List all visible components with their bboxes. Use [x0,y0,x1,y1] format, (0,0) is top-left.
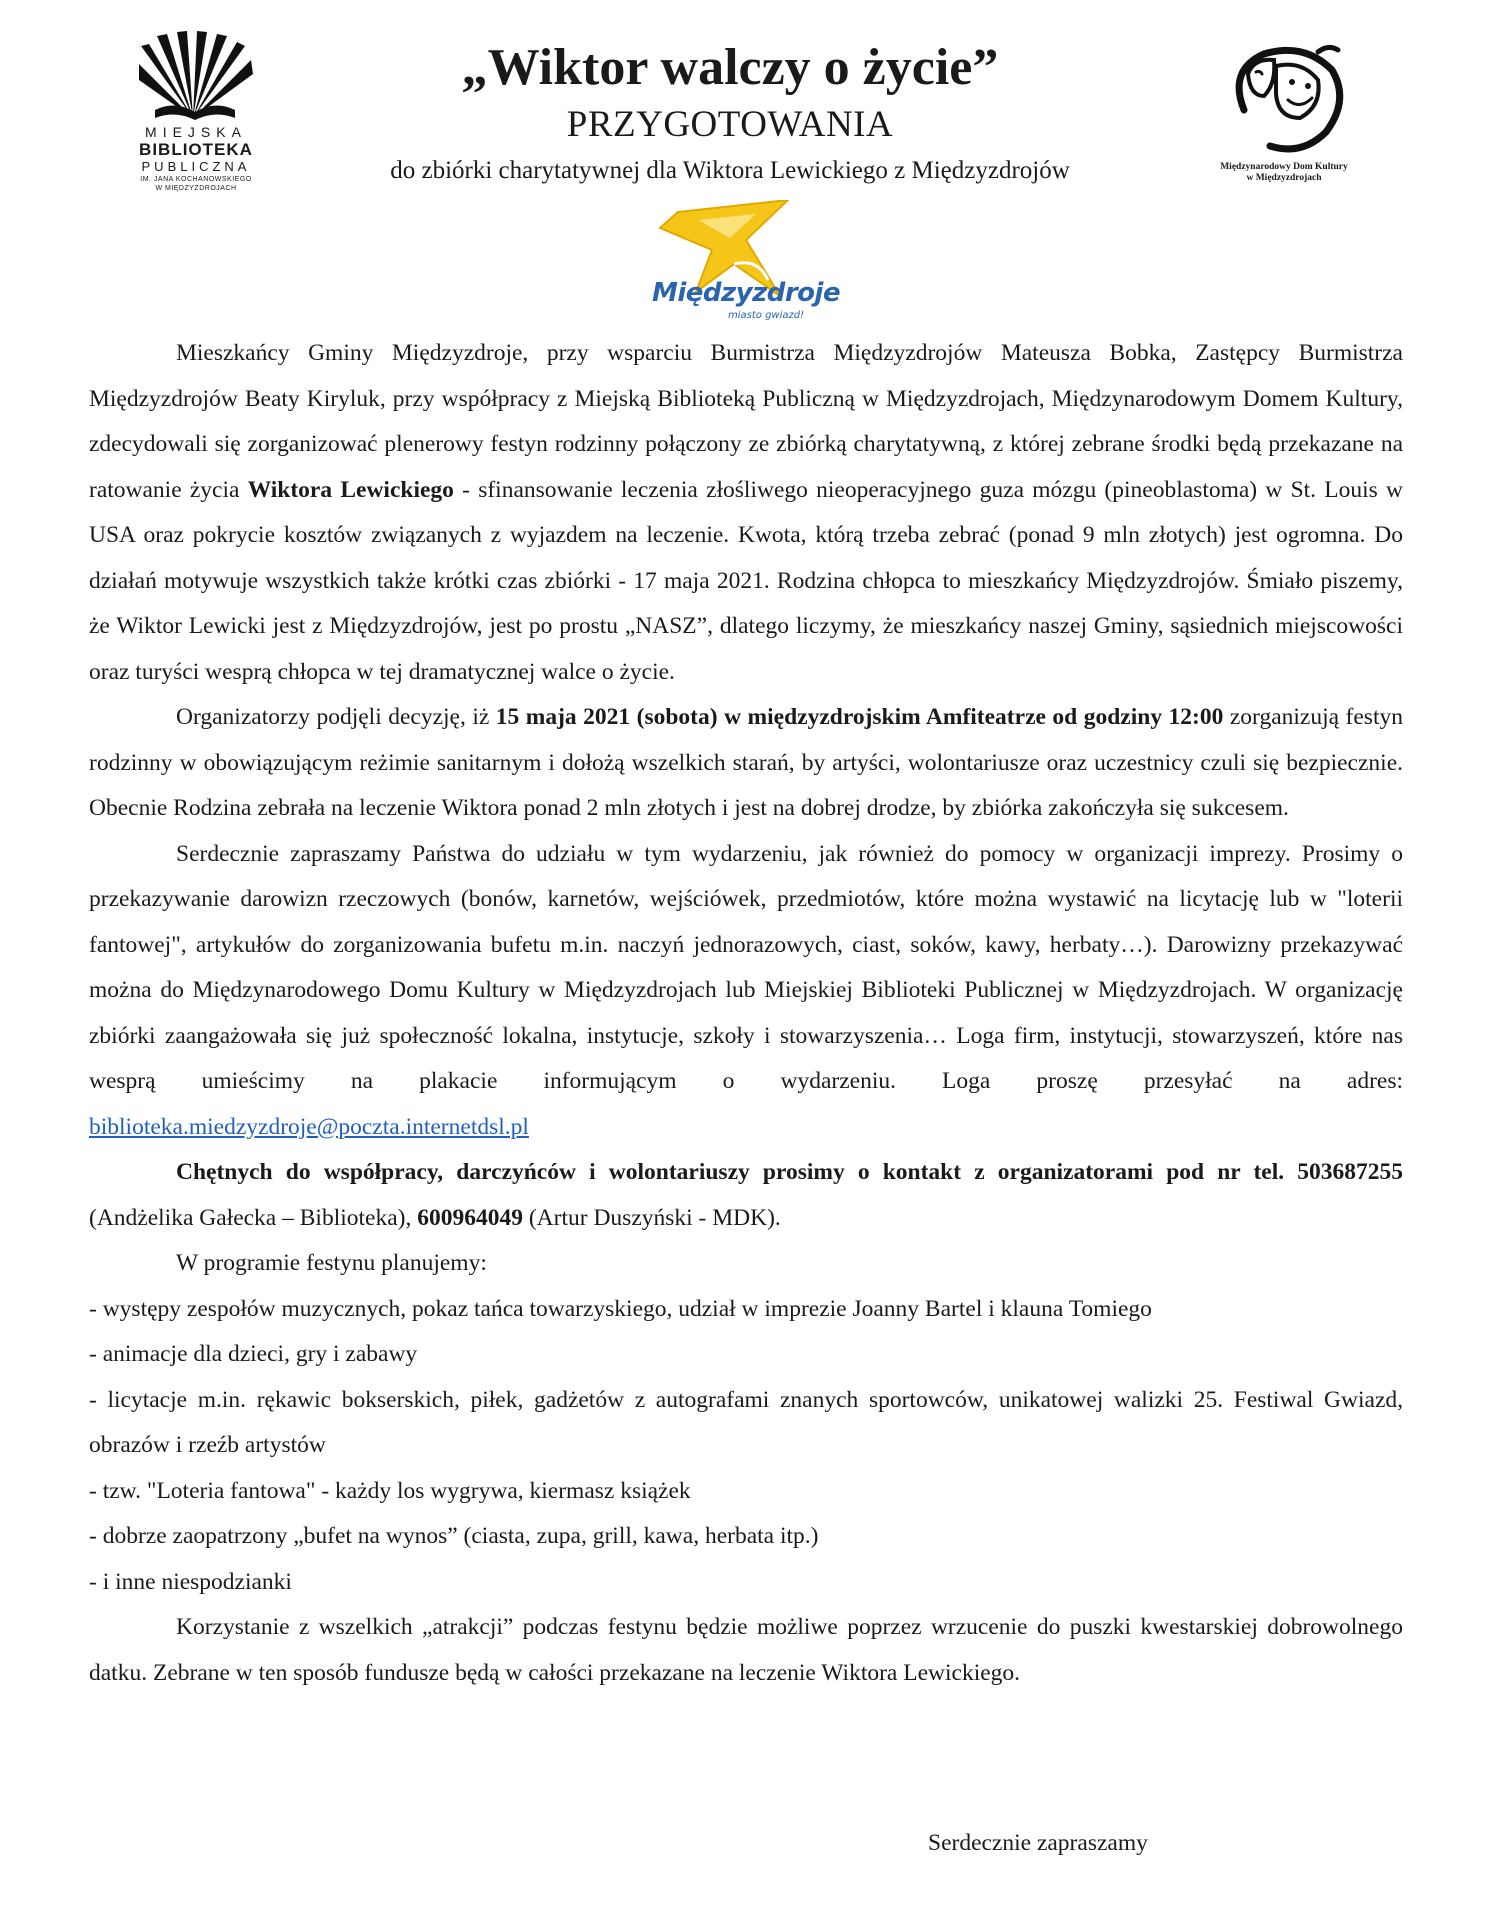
library-name-line5: W MIĘDZYZDROJACH [155,185,237,192]
email-link[interactable]: biblioteka.miedzyzdroje@poczta.internetdsl.pl [89,1113,529,1140]
program-item: - animacje dla dzieci, gry i zabawy [89,1341,418,1367]
program-item: - i inne niespodzianki [89,1568,292,1595]
program-item: - występy zespołów muzycznych, pokaz tańca towarzyskiego, udział w imprezie Joanny Bartel i klauna Tomiego [89,1295,1152,1322]
contact-person-library: (Andżelika Gałecka – Biblioteka), [89,1204,418,1231]
paragraph-invitation-text: Serdecznie zapraszamy Państwa do udziału w tym wydarzeniu, jak również do pomocy w organizacji imprezy. Prosimy o przekazywanie darowizn rzeczowych (bonów, karnetów, wejściówek, przedmiotów, które można wystawić na licytację lub w "loterii fantowej", artykułów do zorganizowania bufetu m.in. naczyń jednorazowych, ciast, soków, kawy, herbaty…). Darowizny przekazywać można do Międzynarodowego Domu Kultury w Międzyzdrojach lub Miejskiej Biblioteki Publicznej w Międzyzdrojach. W organizację zbiórki zaangażowała się już społeczność lokalna, instytucje, szkoły i stowarzyszenia… Loga firm, instytucji, stowarzyszeń, które nas wesprą umieścimy na plakacie informującym o wydarzeniu. Loga proszę przesyłać na adres: [89,840,1403,1094]
program-item: - dobrze zaopatrzony „bufet na wynos” (ciasta, zupa, grill, kawa, herbata itp.) [89,1523,819,1549]
library-name-line2: BIBLIOTEKA [139,140,253,159]
page-title: „Wiktor walczy o życie” [461,39,999,96]
paragraph-intro [89,331,1403,695]
town-logo [638,200,841,330]
paragraph-event-text: Organizatorzy podjęli decyzję, iż [176,704,496,730]
library-name-line3: PUBLICZNA [141,159,251,174]
library-logo [126,30,266,210]
mdk-name-line1: Międzynarodowy Dom Kultury [1220,162,1348,172]
paragraph-intro-text-cont: - sfinansowanie leczenia złośliwego nieoperacyjnego guza mózgu (pineoblastoma) w St. Louis w USA oraz pokrycie kosztów związanych z wyjazdem na leczenie. Kwota, którą trzeba zebrać (ponad 9 mln złotych) jest ogromna. Do działań motywuje wszystkich także krótki czas zbiórki - 17 maja 2021. Rodzina chłopca to mieszkańcy Międzyzdrojów. Śmiało piszemy, że Wiktor Lewicki jest z Międzyzdrojów, jest po prostu „NASZ”, dlatego liczymy, że mieszkańcy naszej Gminy, sąsiednich miejscowości oraz turyści wesprą chłopca w tej dramatycznej walce o życie. [89,476,1404,685]
paragraph-donation: Korzystanie z wszelkich „atrakcji” podczas festynu będzie możliwe poprzez wrzucenie do puszki kwestarskiej dobrowolnego datku. Zebrane w ten sposób fundusze będą w całości przekazane na leczenie Wiktora Lewickiego. [89,1614,1403,1686]
mdk-name-line2: w Międzyzdrojach [1246,173,1322,183]
letter-body [89,331,1403,1696]
program-intro: W programie festynu planujemy: [176,1250,487,1276]
event-date-location: 15 maja 2021 (sobota) w międzyzdrojskim Amfiteatrze od godziny 12:00 [495,704,1224,730]
town-logo-tagline: miasto gwiazd! [728,310,805,321]
page-subtitle: PRZYGOTOWANIA [566,104,894,145]
theatre-masks-icon [1214,40,1354,158]
patient-name: Wiktora Lewickiego [247,476,454,503]
paragraph-event [89,695,1403,832]
paragraph-intro-text: Mieszkańcy Gminy Międzyzdroje, przy wsparciu Burmistrza Międzyzdrojów Mateusza Bobka, Zastępcy Burmistrza Międzyzdrojów Beaty Kiryluk, przy współpracy z Miejską Biblioteką Publiczną w Międzyzdrojach, Międzynarodowym Domem Kultury, zdecydowali się zorganizować plenerowy festyn rodzinny połączony ze zbiórką charytatywną, z której zebrane środki będą przekazane na ratowanie życia [89,340,1403,503]
town-logo-name: Międzyzdroje [652,278,841,308]
paragraph-event-text-cont: zorganizują festyn rodzinny w obowiązującym reżimie sanitarnym i dołożą wszelkich starań, by artyści, wolontariusze oraz uczestnicy czuli się bezpiecznie. Obecnie Rodzina zebrała na leczenie Wiktora ponad 2 mln złotych i jest na dobrej drodze, by zbiórka zakończyła się sukcesem. [89,704,1403,821]
library-name-line1: MIEJSKA [145,124,247,140]
contact-person-mdk: (Artur Duszyński - MDK). [522,1204,781,1231]
program-item: - licytacje m.in. rękawic bokserskich, piłek, gadżetów z autografami znanych sportowców, unikatowej walizki 25. Festiwal Gwiazd, obrazów i rzeźb artystów [89,1386,1403,1458]
paragraph-contact [89,1150,1403,1241]
library-name-line4: IM. JANA KOCHANOWSKIEGO [140,176,252,183]
sun-rays-book-icon [135,30,257,122]
contact-heading: Chętnych do współpracy, darczyńców i wolontariuszy prosimy o kontakt z organizatorami pod nr tel. 503687255 [176,1159,1403,1185]
page-subtitle-description: do zbiórki charytatywnej dla Wiktora Lewickiego z Międzyzdrojów [390,157,1070,184]
contact-phone-mdk: 600964049 [417,1204,523,1231]
closing-greeting: Serdecznie zapraszamy [928,1830,1148,1856]
program-item: - tzw. "Loteria fantowa" - każdy los wygrywa, kiermasz książek [89,1477,691,1504]
mdk-logo [1200,40,1368,190]
paragraph-invitation [89,832,1403,1151]
